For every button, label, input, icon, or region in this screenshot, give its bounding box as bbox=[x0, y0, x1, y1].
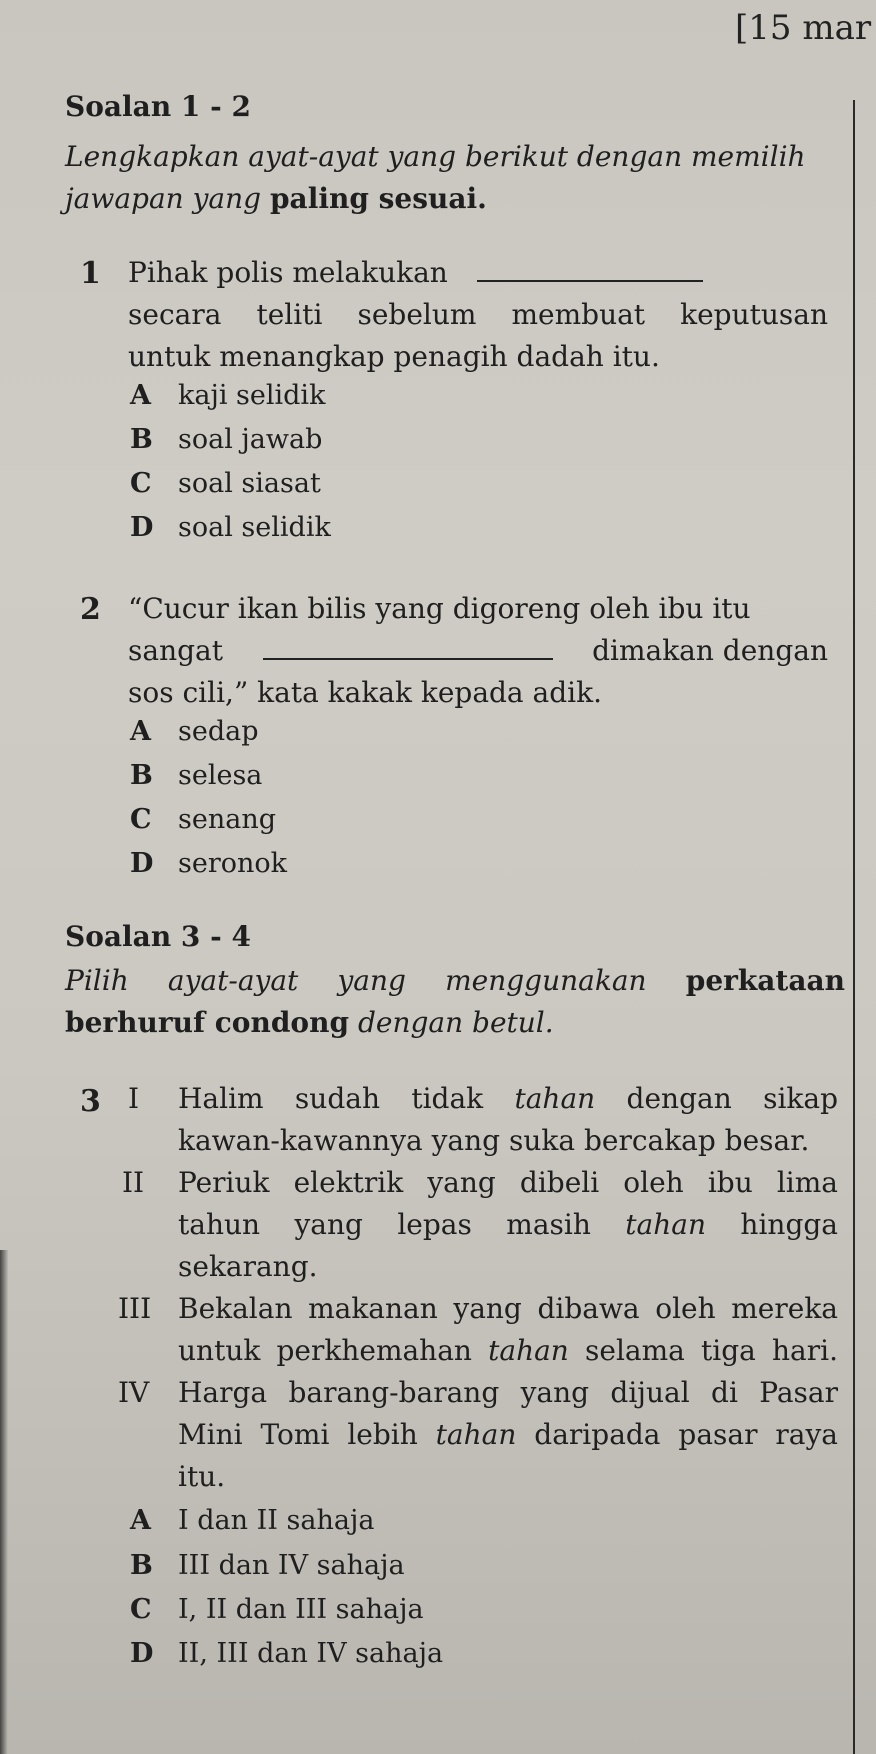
q2-option-d[interactable]: D seronok bbox=[130, 848, 288, 879]
q3-option-d[interactable]: D II, III dan IV sahaja bbox=[130, 1638, 444, 1669]
q2-line-1: “Cucur ikan bilis yang digoreng oleh ibu itu bbox=[128, 592, 751, 625]
question-number-1: 1 bbox=[80, 256, 101, 291]
marks-header: [15 mar bbox=[735, 8, 872, 48]
q2-option-a[interactable]: A sedap bbox=[130, 716, 259, 747]
q3-option-a[interactable]: A I dan II sahaja bbox=[130, 1505, 375, 1536]
instruction-emphasis: paling sesuai. bbox=[269, 182, 487, 215]
statement-i-line-1: Halim sudah tidak tahan dengan sikap bbox=[178, 1082, 838, 1115]
instruction-1-2 bbox=[65, 136, 845, 220]
instruction-line-2: jawapan yang paling sesuai. bbox=[65, 182, 487, 215]
q1-option-d[interactable]: D soal selidik bbox=[130, 512, 331, 543]
page-edge-shadow bbox=[0, 1250, 8, 1754]
instruction-emphasis: berhuruf condong bbox=[65, 1006, 350, 1039]
q2-line-3: sos cili,” kata kakak kepada adik. bbox=[128, 676, 602, 709]
answer-blank bbox=[263, 636, 553, 660]
answer-blank bbox=[477, 258, 703, 282]
statement-iv bbox=[178, 1372, 838, 1498]
q3-option-c[interactable]: C I, II dan III sahaja bbox=[130, 1594, 424, 1625]
q2-option-b[interactable]: B selesa bbox=[130, 760, 263, 791]
statement-roman-iii: III bbox=[118, 1292, 152, 1325]
question-number-3: 3 bbox=[80, 1084, 101, 1119]
statement-i bbox=[178, 1078, 838, 1162]
question-1-text bbox=[128, 252, 828, 378]
q1-option-b[interactable]: B soal jawab bbox=[130, 424, 323, 455]
statement-iii-line-2: untuk perkhemahan tahan selama tiga hari. bbox=[178, 1334, 838, 1367]
q2-line-2: sangat dimakan dengan bbox=[128, 634, 828, 667]
q3-option-b[interactable]: B III dan IV sahaja bbox=[130, 1550, 405, 1581]
statement-roman-i: I bbox=[128, 1082, 140, 1115]
statement-iv-line-2: Mini Tomi lebih tahan daripada pasar raya bbox=[178, 1418, 838, 1451]
question-2-text bbox=[128, 588, 828, 714]
q2-option-c[interactable]: C senang bbox=[130, 804, 276, 835]
instruction-emphasis: perkataan bbox=[685, 964, 845, 997]
q1-option-a[interactable]: A kaji selidik bbox=[130, 380, 326, 411]
q1-line-3: untuk menangkap penagih dadah itu. bbox=[128, 340, 660, 373]
statement-iv-line-1: Harga barang-barang yang dijual di Pasar bbox=[178, 1376, 838, 1409]
statement-roman-ii: II bbox=[122, 1166, 145, 1199]
statement-ii bbox=[178, 1162, 838, 1288]
statement-roman-iv: IV bbox=[118, 1376, 150, 1409]
section-title-1-2: Soalan 1 - 2 bbox=[65, 90, 252, 123]
question-number-2: 2 bbox=[80, 592, 101, 627]
q1-option-c[interactable]: C soal siasat bbox=[130, 468, 321, 499]
statement-iv-line-3: itu. bbox=[178, 1460, 226, 1493]
instruction-line-2: berhuruf condong dengan betul. bbox=[65, 1006, 554, 1039]
statement-ii-line-1: Periuk elektrik yang dibeli oleh ibu lima bbox=[178, 1166, 838, 1199]
statement-iii-line-1: Bekalan makanan yang dibawa oleh mereka bbox=[178, 1292, 838, 1325]
statement-i-line-2: kawan-kawannya yang suka bercakap besar. bbox=[178, 1124, 810, 1157]
margin-line bbox=[853, 100, 855, 1754]
instruction-line-1: Lengkapkan ayat-ayat yang berikut dengan memilih bbox=[65, 140, 806, 173]
instruction-line-1: Pilih ayat-ayat yang menggunakan perkataan bbox=[65, 964, 845, 997]
statement-iii bbox=[178, 1288, 838, 1372]
statement-ii-line-3: sekarang. bbox=[178, 1250, 318, 1283]
q1-line-2: secara teliti sebelum membuat keputusan bbox=[128, 298, 828, 331]
q1-line-1: Pihak polis melakukan bbox=[128, 252, 828, 294]
statement-ii-line-2: tahun yang lepas masih tahan hingga bbox=[178, 1208, 838, 1241]
instruction-3-4 bbox=[65, 960, 845, 1044]
section-title-3-4: Soalan 3 - 4 bbox=[65, 920, 252, 953]
